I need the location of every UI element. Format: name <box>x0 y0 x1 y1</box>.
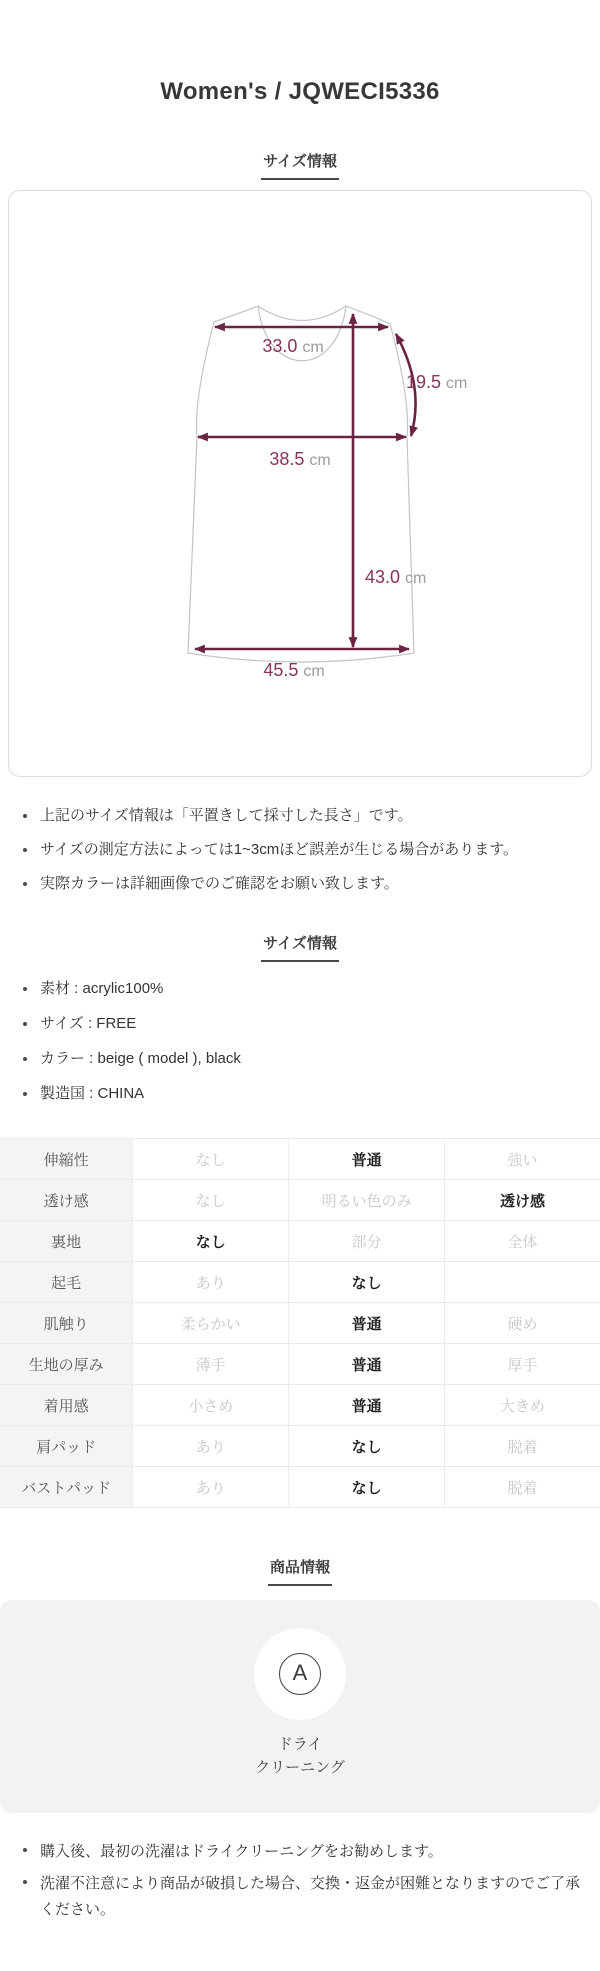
size-section-heading-text: サイズ情報 <box>261 150 339 180</box>
detail-item <box>20 1013 580 1035</box>
size-note-item <box>20 873 580 895</box>
detail-item-text: 製造国 : CHINA <box>40 1084 145 1102</box>
attribute-option-selected: なし <box>289 1426 445 1467</box>
attribute-label: 肩パッド <box>0 1426 133 1467</box>
bullet-icon <box>23 882 27 886</box>
size-note-item-text: 上記のサイズ情報は「平置きして採寸した長さ」です。 <box>40 807 413 824</box>
attribute-label: バストパッド <box>0 1467 133 1508</box>
armhole-dimension-label: 19.5 cm <box>406 372 468 392</box>
shoulder-dimension-label: 33.0 cm <box>262 336 324 356</box>
attribute-label: 裏地 <box>0 1221 133 1262</box>
attribute-option: 薄手 <box>133 1344 289 1385</box>
attribute-row <box>0 1467 600 1508</box>
detail-items-list <box>0 978 600 1104</box>
detail-item-text: カラー : beige ( model ), black <box>40 1049 241 1067</box>
care-note-item <box>20 1839 580 1865</box>
attribute-row <box>0 1221 600 1262</box>
dimension-lines <box>195 314 416 649</box>
attribute-option: あり <box>133 1467 289 1508</box>
attribute-option: なし <box>133 1139 289 1180</box>
product-section-heading <box>0 1556 600 1586</box>
size-notes-list <box>0 805 600 894</box>
attribute-option: なし <box>133 1180 289 1221</box>
attribute-row <box>0 1385 600 1426</box>
detail-section-heading-text: サイズ情報 <box>261 932 339 962</box>
attribute-option-selected: なし <box>289 1262 445 1303</box>
attribute-option: 部分 <box>289 1221 445 1262</box>
chest-dimension-label: 38.5 cm <box>269 449 331 469</box>
attribute-option-selected: 透け感 <box>445 1180 600 1221</box>
bullet-icon <box>23 1848 27 1852</box>
attribute-option: 大きめ <box>445 1385 600 1426</box>
attribute-label: 生地の厚み <box>0 1344 133 1385</box>
attribute-label: 肌触り <box>0 1303 133 1344</box>
size-note-item <box>20 839 580 861</box>
product-section-heading-text: 商品情報 <box>268 1556 332 1586</box>
bullet-icon <box>23 1057 27 1061</box>
bullet-icon <box>23 1880 27 1884</box>
attribute-option-selected: なし <box>133 1221 289 1262</box>
attribute-option: 厚手 <box>445 1344 600 1385</box>
dry-clean-icon: A <box>279 1653 321 1695</box>
attribute-option: あり <box>133 1262 289 1303</box>
attribute-option-selected: 普通 <box>289 1303 445 1344</box>
attribute-row <box>0 1262 600 1303</box>
attribute-row <box>0 1344 600 1385</box>
attribute-option: 硬め <box>445 1303 600 1344</box>
detail-item-text: 素材 : acrylic100% <box>40 980 164 998</box>
attributes-table <box>0 1138 600 1508</box>
attribute-option: あり <box>133 1426 289 1467</box>
garment-outline <box>188 306 414 662</box>
bullet-icon <box>23 848 27 852</box>
size-diagram-box <box>8 190 592 777</box>
attribute-option-selected: なし <box>289 1467 445 1508</box>
care-label-line1: ドライ <box>277 1736 323 1754</box>
detail-item-text: サイズ : FREE <box>40 1015 137 1032</box>
size-note-item-text: 実際カラーは詳細画像でのご確認をお願い致します。 <box>40 874 399 892</box>
care-label <box>0 1734 600 1779</box>
attribute-label: 透け感 <box>0 1180 133 1221</box>
length-dimension-label: 43.0 cm <box>365 567 427 587</box>
attribute-label: 伸縮性 <box>0 1139 133 1180</box>
bullet-icon <box>23 987 27 991</box>
detail-item <box>20 978 580 1000</box>
product-info-page <box>0 78 600 1958</box>
care-symbol-badge <box>254 1628 346 1720</box>
attribute-option-selected: 普通 <box>289 1139 445 1180</box>
care-note-item <box>20 1871 580 1924</box>
page-title: Women's / JQWECI5336 <box>160 78 440 105</box>
detail-item <box>20 1083 580 1105</box>
attribute-label: 着用感 <box>0 1385 133 1426</box>
attribute-option: 小さめ <box>133 1385 289 1426</box>
attribute-row <box>0 1426 600 1467</box>
care-note-item-text: 洗濯不注意により商品が破損した場合、交換・返金が困難となりますのでご了承ください。 <box>40 1874 581 1918</box>
attribute-option: 脱着 <box>445 1426 600 1467</box>
detail-item <box>20 1048 580 1070</box>
attribute-row <box>0 1180 600 1221</box>
attribute-option: 柔らかい <box>133 1303 289 1344</box>
attribute-row <box>0 1303 600 1344</box>
attribute-row <box>0 1139 600 1180</box>
hem-dimension-label: 45.5 cm <box>263 660 325 680</box>
size-section-heading <box>0 150 600 180</box>
care-panel <box>0 1600 600 1813</box>
care-label-line2: クリーニング <box>255 1758 345 1776</box>
attribute-option: 全体 <box>445 1221 600 1262</box>
detail-section-heading <box>0 932 600 962</box>
care-note-item-text: 購入後、最初の洗濯はドライクリーニングをお勧めします。 <box>40 1843 443 1861</box>
size-note-item <box>20 805 580 827</box>
attribute-option: 脱着 <box>445 1467 600 1508</box>
attribute-option: 強い <box>445 1139 600 1180</box>
bullet-icon <box>23 814 27 818</box>
attribute-option-selected: 普通 <box>289 1344 445 1385</box>
care-notes-list <box>0 1839 600 1923</box>
attribute-option: 明るい色のみ <box>289 1180 445 1221</box>
bullet-icon <box>23 1092 27 1096</box>
bullet-icon <box>23 1022 27 1026</box>
attribute-option-selected: 普通 <box>289 1385 445 1426</box>
attribute-label: 起毛 <box>0 1262 133 1303</box>
size-note-item-text: サイズの測定方法によっては1~3cmほど誤差が生じる場合があります。 <box>40 840 519 858</box>
garment-measurement-diagram <box>9 191 592 776</box>
attribute-option <box>445 1262 600 1303</box>
